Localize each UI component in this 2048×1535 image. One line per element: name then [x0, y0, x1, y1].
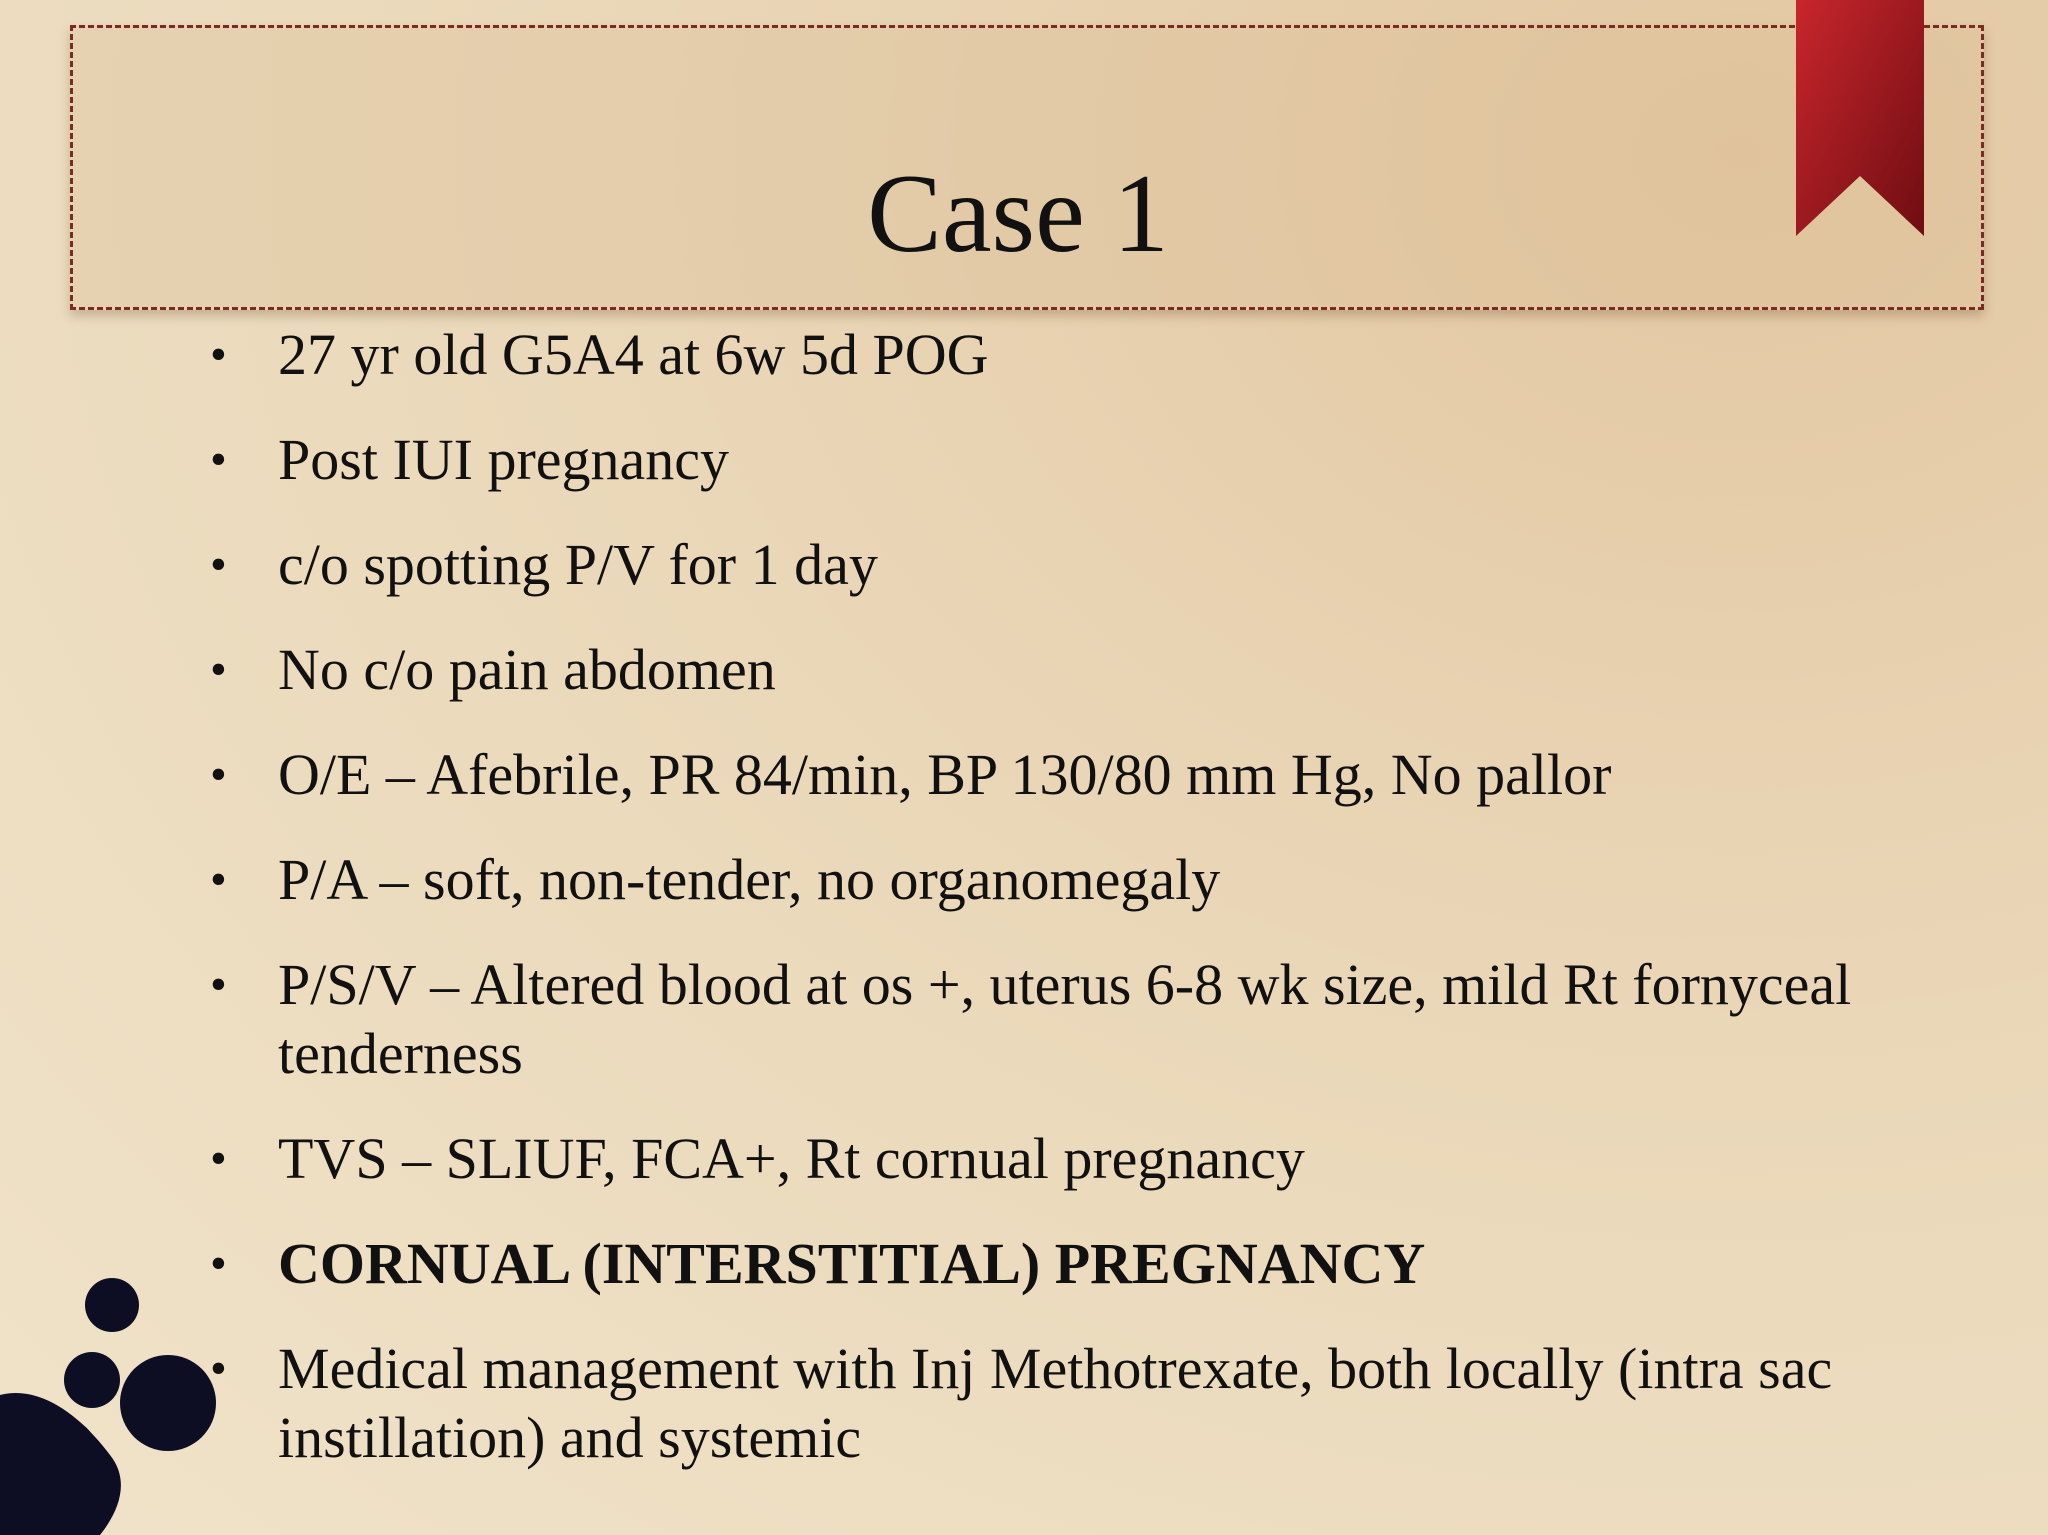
bullet-text: O/E – Afebrile, PR 84/min, BP 130/80 mm Hg, No pallor [278, 742, 1612, 807]
title-banner [70, 25, 1984, 310]
bullet-item [210, 320, 2000, 389]
bullet-item [210, 950, 2000, 1088]
bullet-text: P/A – soft, non-tender, no organomegaly [278, 847, 1221, 912]
bullet-text: Medical management with Inj Methotrexate, both locally (intra sac instillation) and systemic [278, 1336, 1833, 1470]
bookmark-ribbon-icon [1796, 0, 1924, 236]
bullet-item [210, 1124, 2000, 1193]
bullet-marker: • [210, 1237, 227, 1290]
slide-title: Case 1 [867, 152, 1169, 276]
decorative-ink-blobs-icon [0, 1265, 240, 1535]
bullet-text: CORNUAL (INTERSTITIAL) PREGNANCY [278, 1231, 1426, 1296]
bullet-item [210, 740, 2000, 809]
bullet-marker: • [210, 433, 227, 486]
bullet-marker: • [210, 643, 227, 696]
bullet-marker: • [210, 958, 227, 1011]
bullet-item [210, 845, 2000, 914]
bullet-list [210, 320, 2000, 1508]
bullet-item-diagnosis [210, 1229, 2000, 1298]
bullet-marker: • [210, 853, 227, 906]
bullet-marker: • [210, 328, 227, 381]
bullet-text: c/o spotting P/V for 1 day [278, 532, 878, 597]
bullet-item [210, 530, 2000, 599]
bullet-marker: • [210, 748, 227, 801]
bullet-text: Post IUI pregnancy [278, 427, 730, 492]
bullet-text: No c/o pain abdomen [278, 637, 776, 702]
bullet-item [210, 1334, 2000, 1472]
bullet-marker: • [210, 538, 227, 591]
bullet-item [210, 425, 2000, 494]
bullet-marker: • [210, 1132, 227, 1185]
bullet-item [210, 635, 2000, 704]
bullet-text: P/S/V – Altered blood at os +, uterus 6-8 wk size, mild Rt fornyceal tenderness [278, 952, 1852, 1086]
bullet-text: TVS – SLIUF, FCA+, Rt cornual pregnancy [278, 1126, 1305, 1191]
bullet-marker: • [210, 1342, 227, 1395]
bullet-text: 27 yr old G5A4 at 6w 5d POG [278, 322, 989, 387]
